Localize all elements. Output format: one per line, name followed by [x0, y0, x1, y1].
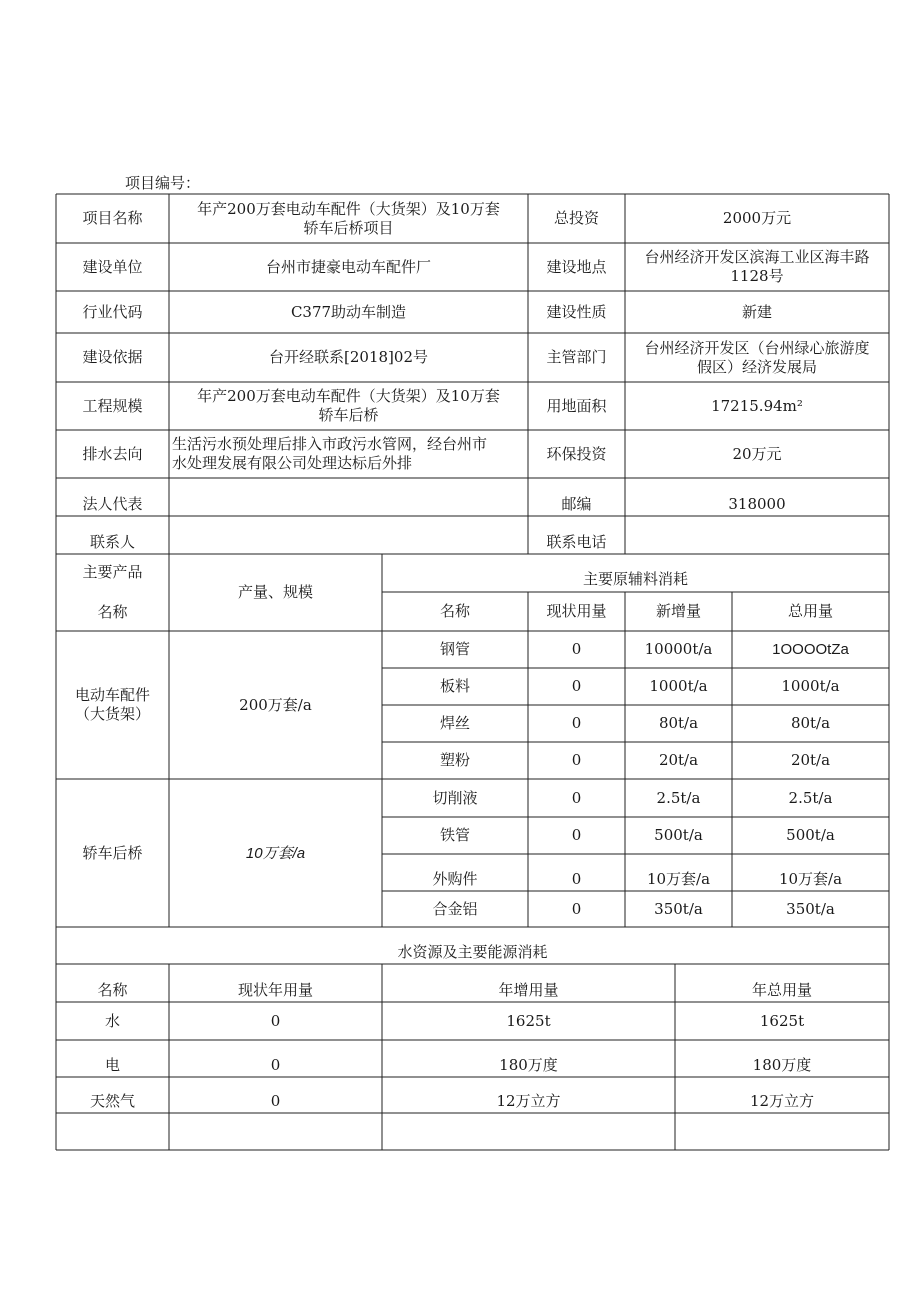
materials-col-name: 名称: [439, 602, 470, 620]
material-total: 500t/a: [786, 826, 835, 844]
material-added: 1000t/a: [649, 677, 708, 695]
project-name-label: 项目名称: [82, 209, 143, 227]
material-added: 500t/a: [654, 826, 703, 844]
authority-label: 主管部门: [546, 348, 607, 366]
material-added: 80t/a: [658, 714, 699, 732]
builder-label: 建设单位: [82, 257, 143, 276]
land-area-label: 用地面积: [546, 396, 607, 415]
material-current: 0: [571, 677, 582, 695]
total-investment-label: 总投资: [553, 209, 599, 227]
material-name: 塑粉: [439, 751, 470, 769]
energy-total: 12万立方: [749, 1092, 815, 1110]
materials-section-title: 主要原辅料消耗: [582, 569, 688, 588]
product-name: 电动车配件 （大货架）: [74, 686, 150, 723]
material-total: 1OOOOtZa: [772, 641, 849, 658]
material-name: 外购件: [432, 870, 478, 888]
product-header-line1: 主要产品: [82, 562, 143, 581]
legal-rep-label: 法人代表: [82, 494, 143, 513]
material-added: 2.5t/a: [656, 788, 701, 807]
energy-section-title: 水资源及主要能源消耗: [397, 943, 548, 961]
material-current: 0: [571, 899, 582, 918]
energy-name: [56, 1113, 169, 1150]
energy-added: [382, 1113, 675, 1150]
material-current: 0: [571, 870, 582, 888]
energy-current: 0: [270, 1056, 281, 1074]
contact-value: [169, 516, 528, 554]
location-label: 建设地点: [546, 257, 607, 276]
location-value: 台州经济开发区滨海工业区海丰路 1128号: [644, 248, 870, 285]
energy-total: 1625t: [759, 1011, 805, 1030]
material-name: 板料: [439, 677, 470, 695]
product-output: 200万套/a: [239, 695, 312, 714]
env-investment-value: 20万元: [732, 444, 782, 463]
material-current: 0: [571, 826, 582, 844]
nature-label: 建设性质: [546, 302, 607, 321]
authority-value: 台州经济开发区（台州绿心旅游度 假区）经济发展局: [644, 338, 870, 376]
energy-total: 180万度: [752, 1056, 812, 1074]
scale-label: 工程规模: [82, 396, 143, 415]
basis-label: 建设依据: [82, 348, 143, 366]
material-added: 10万套/a: [646, 870, 711, 888]
energy-col-total: 年总用量: [751, 981, 812, 999]
material-added: 10000t/a: [644, 640, 713, 658]
materials-col-added: 新增量: [655, 602, 701, 620]
material-name: 合金铝: [432, 899, 478, 918]
material-name: 钢管: [439, 640, 470, 658]
energy-col-name: 名称: [97, 981, 128, 999]
phone-value: [625, 516, 889, 554]
energy-current: [169, 1113, 382, 1150]
material-name: 焊丝: [439, 714, 470, 732]
material-total: 350t/a: [786, 899, 835, 918]
material-name: 铁管: [439, 826, 470, 844]
output-header: 产量、规模: [237, 583, 313, 601]
energy-added: 180万度: [499, 1056, 558, 1074]
product-header-line2: 名称: [97, 602, 128, 621]
legal-rep-value: [169, 478, 528, 516]
postcode-label: 邮编: [561, 494, 592, 513]
product-name: 轿车后桥: [82, 843, 143, 862]
phone-label: 联系电话: [546, 533, 607, 551]
material-total: 2.5t/a: [788, 788, 833, 807]
total-investment-value: 2000万元: [722, 209, 792, 227]
energy-col-added: 年增用量: [498, 981, 559, 999]
basis-value: 台开经联系[2018]02号: [269, 348, 428, 366]
energy-current: 0: [270, 1092, 281, 1110]
energy-name: 水: [104, 1011, 120, 1030]
contact-label: 联系人: [89, 533, 135, 551]
energy-current: 0: [270, 1011, 281, 1030]
material-total: 20t/a: [790, 751, 831, 769]
energy-name: 电: [104, 1056, 120, 1074]
energy-total: [675, 1113, 889, 1150]
drainage-label: 排水去向: [82, 444, 143, 463]
scale-value: 年产200万套电动车配件（大货架）及10万套 轿车后桥: [197, 387, 500, 424]
env-investment-label: 环保投资: [546, 444, 607, 463]
material-added: 350t/a: [654, 899, 703, 918]
drainage-value: 生活污水预处理后排入市政污水管网，经台州市 水处理发展有限公司处理达标后外排: [172, 435, 488, 472]
material-current: 0: [571, 751, 582, 769]
material-name: 切削液: [432, 788, 478, 807]
project-number-label: 项目编号：: [125, 174, 201, 192]
material-total: 1000t/a: [781, 677, 840, 695]
material-current: 0: [571, 640, 582, 658]
energy-col-current: 现状年用量: [237, 981, 313, 999]
industry-code-value: C377助动车制造: [290, 302, 407, 321]
material-current: 0: [571, 714, 582, 732]
energy-added: 12万立方: [496, 1092, 561, 1110]
builder-value: 台州市捷豪电动车配件厂: [265, 257, 431, 276]
material-total: 80t/a: [790, 714, 831, 732]
industry-code-label: 行业代码: [82, 302, 143, 321]
postcode-value: 318000: [728, 494, 786, 513]
materials-col-current: 现状用量: [546, 602, 607, 620]
material-added: 20t/a: [658, 751, 699, 769]
product-output: 10万套/a: [245, 844, 306, 862]
project-name-value: 年产200万套电动车配件（大货架）及10万套 轿车后桥项目: [197, 199, 500, 237]
land-area-value: 17215.94m²: [711, 396, 803, 415]
energy-added: 1625t: [506, 1011, 551, 1030]
materials-col-total: 总用量: [787, 602, 833, 620]
energy-name: 天然气: [89, 1092, 135, 1110]
material-current: 0: [571, 788, 582, 807]
material-total: 10万套/a: [778, 870, 843, 888]
nature-value: 新建: [741, 302, 772, 321]
